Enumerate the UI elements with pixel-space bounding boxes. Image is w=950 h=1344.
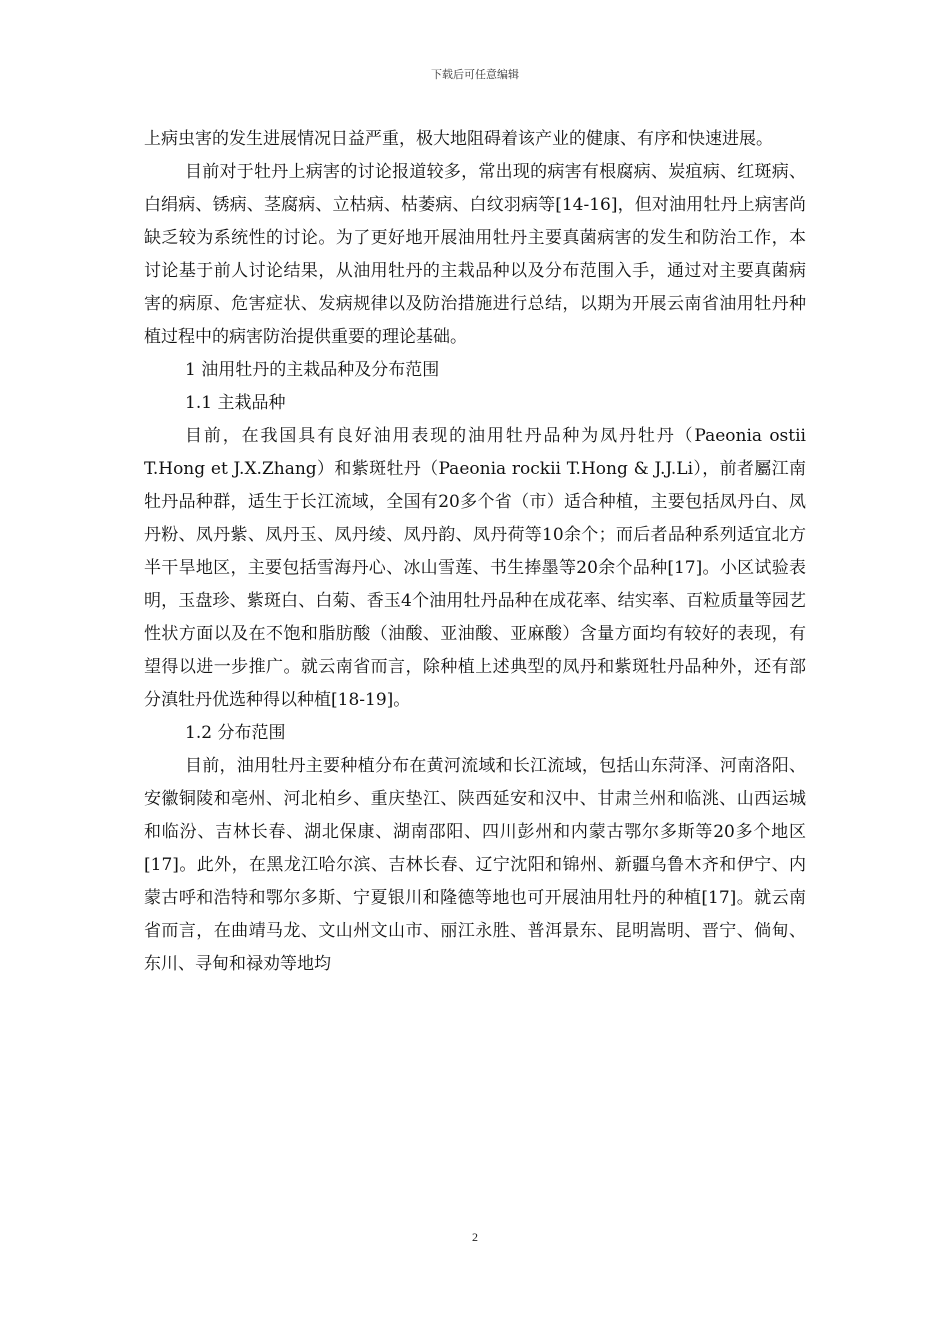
document-body [144, 123, 806, 981]
paragraph-diseases-overview: 目前对于牡丹上病害的讨论报道较多，常出现的病害有根腐病、炭疽病、红斑病、白绢病、锈病、茎腐病、立枯病、枯萎病、白纹羽病等[14-16]，但对油用牡丹上病害尚缺乏较为系统性的讨论。为了更好地开展油用牡丹主要真菌病害的发生和防治工作，本讨论基于前人讨论结果，从油用牡丹的主栽品种以及分布范围入手，通过对主要真菌病害的病原、危害症状、发病规律以及防治措施进行总结，以期为开展云南省油用牡丹种植过程中的病害防治提供重要的理论基础。 [144, 162, 806, 347]
paragraph-main-varieties: 目前，在我国具有良好油用表现的油用牡丹品种为凤丹牡丹（Paeonia ostii T.Hong et J.X.Zhang）和紫斑牡丹（Paeonia rockii T.Hong & J.J.Li），前者屬江南牡丹品种群，适生于长江流域，全国有20多个省（市）适合种植，主要包括凤丹白、凤丹粉、凤丹紫、凤丹玉、凤丹绫、凤丹韵、凤丹荷等10余个；而后者品种系列适宜北方半干旱地区，主要包括雪海丹心、冰山雪莲、书生捧墨等20余个品种[17]。小区试验表明，玉盘珍、紫斑白、白菊、香玉4个油用牡丹品种在成花率、结实率、百粒质量等园艺性状方面以及在不饱和脂肪酸（油酸、亚油酸、亚麻酸）含量方面均有较好的表现，有望得以进一步推广。就云南省而言，除种植上述典型的凤丹和紫斑牡丹品种外，还有部分滇牡丹优选种得以种植[18-19]。 [144, 426, 806, 710]
section-heading-1: 1 油用牡丹的主栽品种及分布范围 [185, 360, 440, 380]
section-heading-1-2: 1.2 分布范围 [185, 723, 286, 743]
section-heading-1-1: 1.1 主栽品种 [185, 393, 286, 413]
paragraph-intro-end: 上病虫害的发生进展情况日益严重，极大地阻碍着该产业的健康、有序和快速进展。 [144, 129, 773, 149]
page-header: 下载后可任意编辑 [431, 68, 519, 81]
page-number: 2 [472, 1230, 478, 1244]
paragraph-distribution: 目前，油用牡丹主要种植分布在黄河流域和长江流域，包括山东菏泽、河南洛阳、安徽铜陵和亳州、河北柏乡、重庆垫江、陕西延安和汉中、甘肃兰州和临洮、山西运城和临汾、吉林长春、湖北保康、湖南邵阳、四川彭州和内蒙古鄂尔多斯等20多个地区[17]。此外，在黑龙江哈尔滨、吉林长春、辽宁沈阳和锦州、新疆乌鲁木齐和伊宁、内蒙古呼和浩特和鄂尔多斯、宁夏银川和隆德等地也可开展油用牡丹的种植[17]。就云南省而言，在曲靖马龙、文山州文山市、丽江永胜、普洱景东、昆明嵩明、晋宁、倘甸、东川、寻甸和禄劝等地均 [144, 756, 806, 974]
